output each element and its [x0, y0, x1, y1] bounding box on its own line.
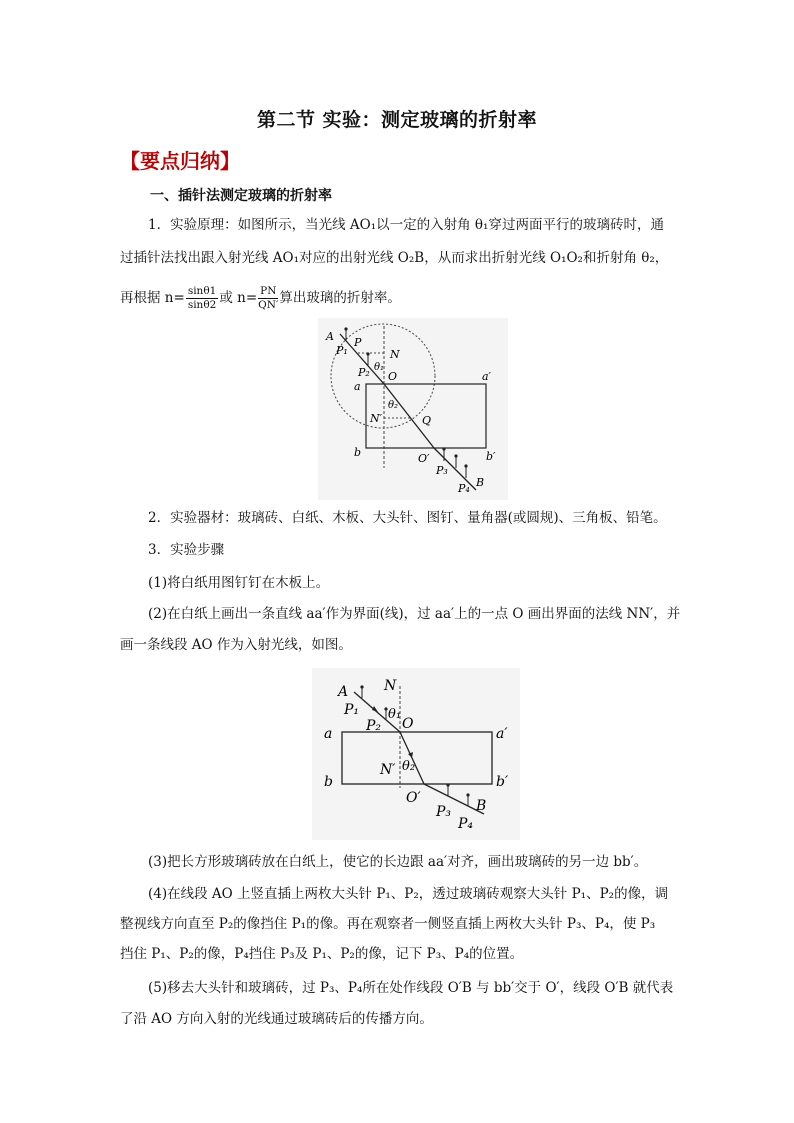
fig1-label-a-prime: a′ — [482, 370, 492, 383]
fig2-label-O: O — [402, 716, 414, 732]
fig1-label-theta2: θ₂ — [388, 400, 399, 411]
step-2-line2: 画一条线段 AO 作为入射光线，如图。 — [120, 637, 352, 653]
fig1-label-O-prime: O′ — [418, 452, 430, 465]
step-5-line1: (5)移去大头针和玻璃砖，过 P₃、P₄所在处作线段 O′B 与 bb′交于 O′，线段 O′B 就代表 — [148, 980, 674, 996]
refraction-diagram-2 — [312, 668, 520, 840]
fig2-label-P2: P₂ — [366, 718, 382, 734]
p1-line2: 过插针法找出跟入射光线 AO₁对应的出射光线 O₂B，从而求出折射光线 O₁O₂和折射角 θ₂， — [120, 250, 669, 266]
frac2-den: QN′ — [258, 299, 279, 311]
step-1: (1)将白纸用图钉钉在木板上。 — [148, 575, 330, 591]
fig1-label-A: A — [326, 330, 334, 343]
fig2-label-b: b — [324, 774, 333, 790]
fig2-label-N-prime: N′ — [380, 762, 396, 778]
fig2-label-a: a — [324, 726, 333, 742]
page-title: 第二节 实验：测定玻璃的折射率 — [256, 109, 538, 131]
p1-line3 — [120, 285, 401, 312]
fig2-label-theta1: θ₁ — [388, 707, 402, 722]
step-3: (3)把长方形玻璃砖放在白纸上，使它的长边跟 aa′对齐，画出玻璃砖的另一边 bb′。 — [148, 854, 648, 870]
step-4-line2: 整视线方向直至 P₂的像挡住 P₁的像。再在观察者一侧竖直插上两枚大头针 P₃、P₄，使 P₃ — [120, 916, 656, 932]
p2: 2．实验器材：玻璃砖、白纸、木板、大头针、图钉、量角器(或圆规)、三角板、铅笔。 — [148, 510, 667, 526]
fig1-label-Q: Q — [422, 414, 432, 427]
figure-1 — [318, 318, 508, 500]
fig2-label-N: N — [384, 678, 397, 694]
fig1-label-a: a — [354, 380, 361, 393]
fig1-label-N-prime: N′ — [370, 412, 383, 425]
fig2-label-B: B — [476, 798, 487, 814]
fig2-label-A: A — [338, 684, 349, 700]
fig1-label-P2: P₂ — [358, 366, 370, 379]
fig1-label-N: N — [390, 348, 400, 361]
p1-line3-post: 算出玻璃的折射率。 — [279, 290, 401, 306]
step-4-line3: 挡住 P₁、P₂的像，P₄挡住 P₃及 P₁、P₂的像，记下 P₃、P₄的位置。 — [120, 946, 524, 962]
p1-line1: 1．实验原理：如图所示，当光线 AO₁以一定的入射角 θ₁穿过两面平行的玻璃砖时，通 — [148, 217, 664, 233]
step-5-line2: 了沿 AO 方向入射的光线通过玻璃砖后的传播方向。 — [120, 1011, 433, 1027]
fig2-label-a-prime: a′ — [496, 726, 508, 742]
fraction-sin — [186, 285, 219, 312]
fig2-label-O-prime: O′ — [406, 790, 421, 806]
fig1-label-b-prime: b′ — [486, 450, 496, 463]
fig1-label-P3: P₃ — [436, 464, 448, 477]
step-4-line1: (4)在线段 AO 上竖直插上两枚大头针 P₁、P₂，透过玻璃砖观察大头针 P₁、P₂的像，调 — [148, 886, 669, 902]
refraction-diagram-1 — [318, 318, 508, 500]
figure-2 — [312, 668, 520, 840]
frac2-num: PN — [260, 285, 277, 297]
subheading: 一、插针法测定玻璃的折射率 — [150, 188, 332, 204]
frac1-num: sinθ1 — [187, 285, 217, 297]
fig1-label-theta1: θ₁ — [374, 362, 385, 373]
fig2-label-b-prime: b′ — [496, 774, 509, 790]
fig1-label-b: b — [354, 446, 362, 459]
fraction-pn — [258, 285, 278, 312]
section-heading: 【要点归纳】 — [120, 149, 240, 173]
fig2-label-P3: P₃ — [436, 804, 452, 820]
fig1-label-P1: P₁ — [336, 344, 348, 357]
frac1-den: sinθ2 — [187, 299, 217, 311]
fig2-label-P1: P₁ — [344, 702, 360, 718]
fig2-label-P4: P₄ — [458, 816, 474, 832]
p1-line3-mid: 或 n= — [219, 290, 258, 306]
step-2-line1: (2)在白纸上画出一条直线 aa′作为界面(线)，过 aa′上的一点 O 画出界面的法线 NN′，并 — [148, 606, 681, 622]
fig1-label-B: B — [476, 476, 485, 489]
fig1-label-P4: P₄ — [458, 482, 470, 495]
fig2-label-theta2: θ₂ — [402, 759, 416, 774]
fig1-label-P: P — [354, 336, 362, 349]
p1-line3-pre: 再根据 n= — [120, 290, 185, 306]
p3: 3．实验步骤 — [148, 542, 225, 558]
fig1-label-O: O — [388, 370, 398, 383]
